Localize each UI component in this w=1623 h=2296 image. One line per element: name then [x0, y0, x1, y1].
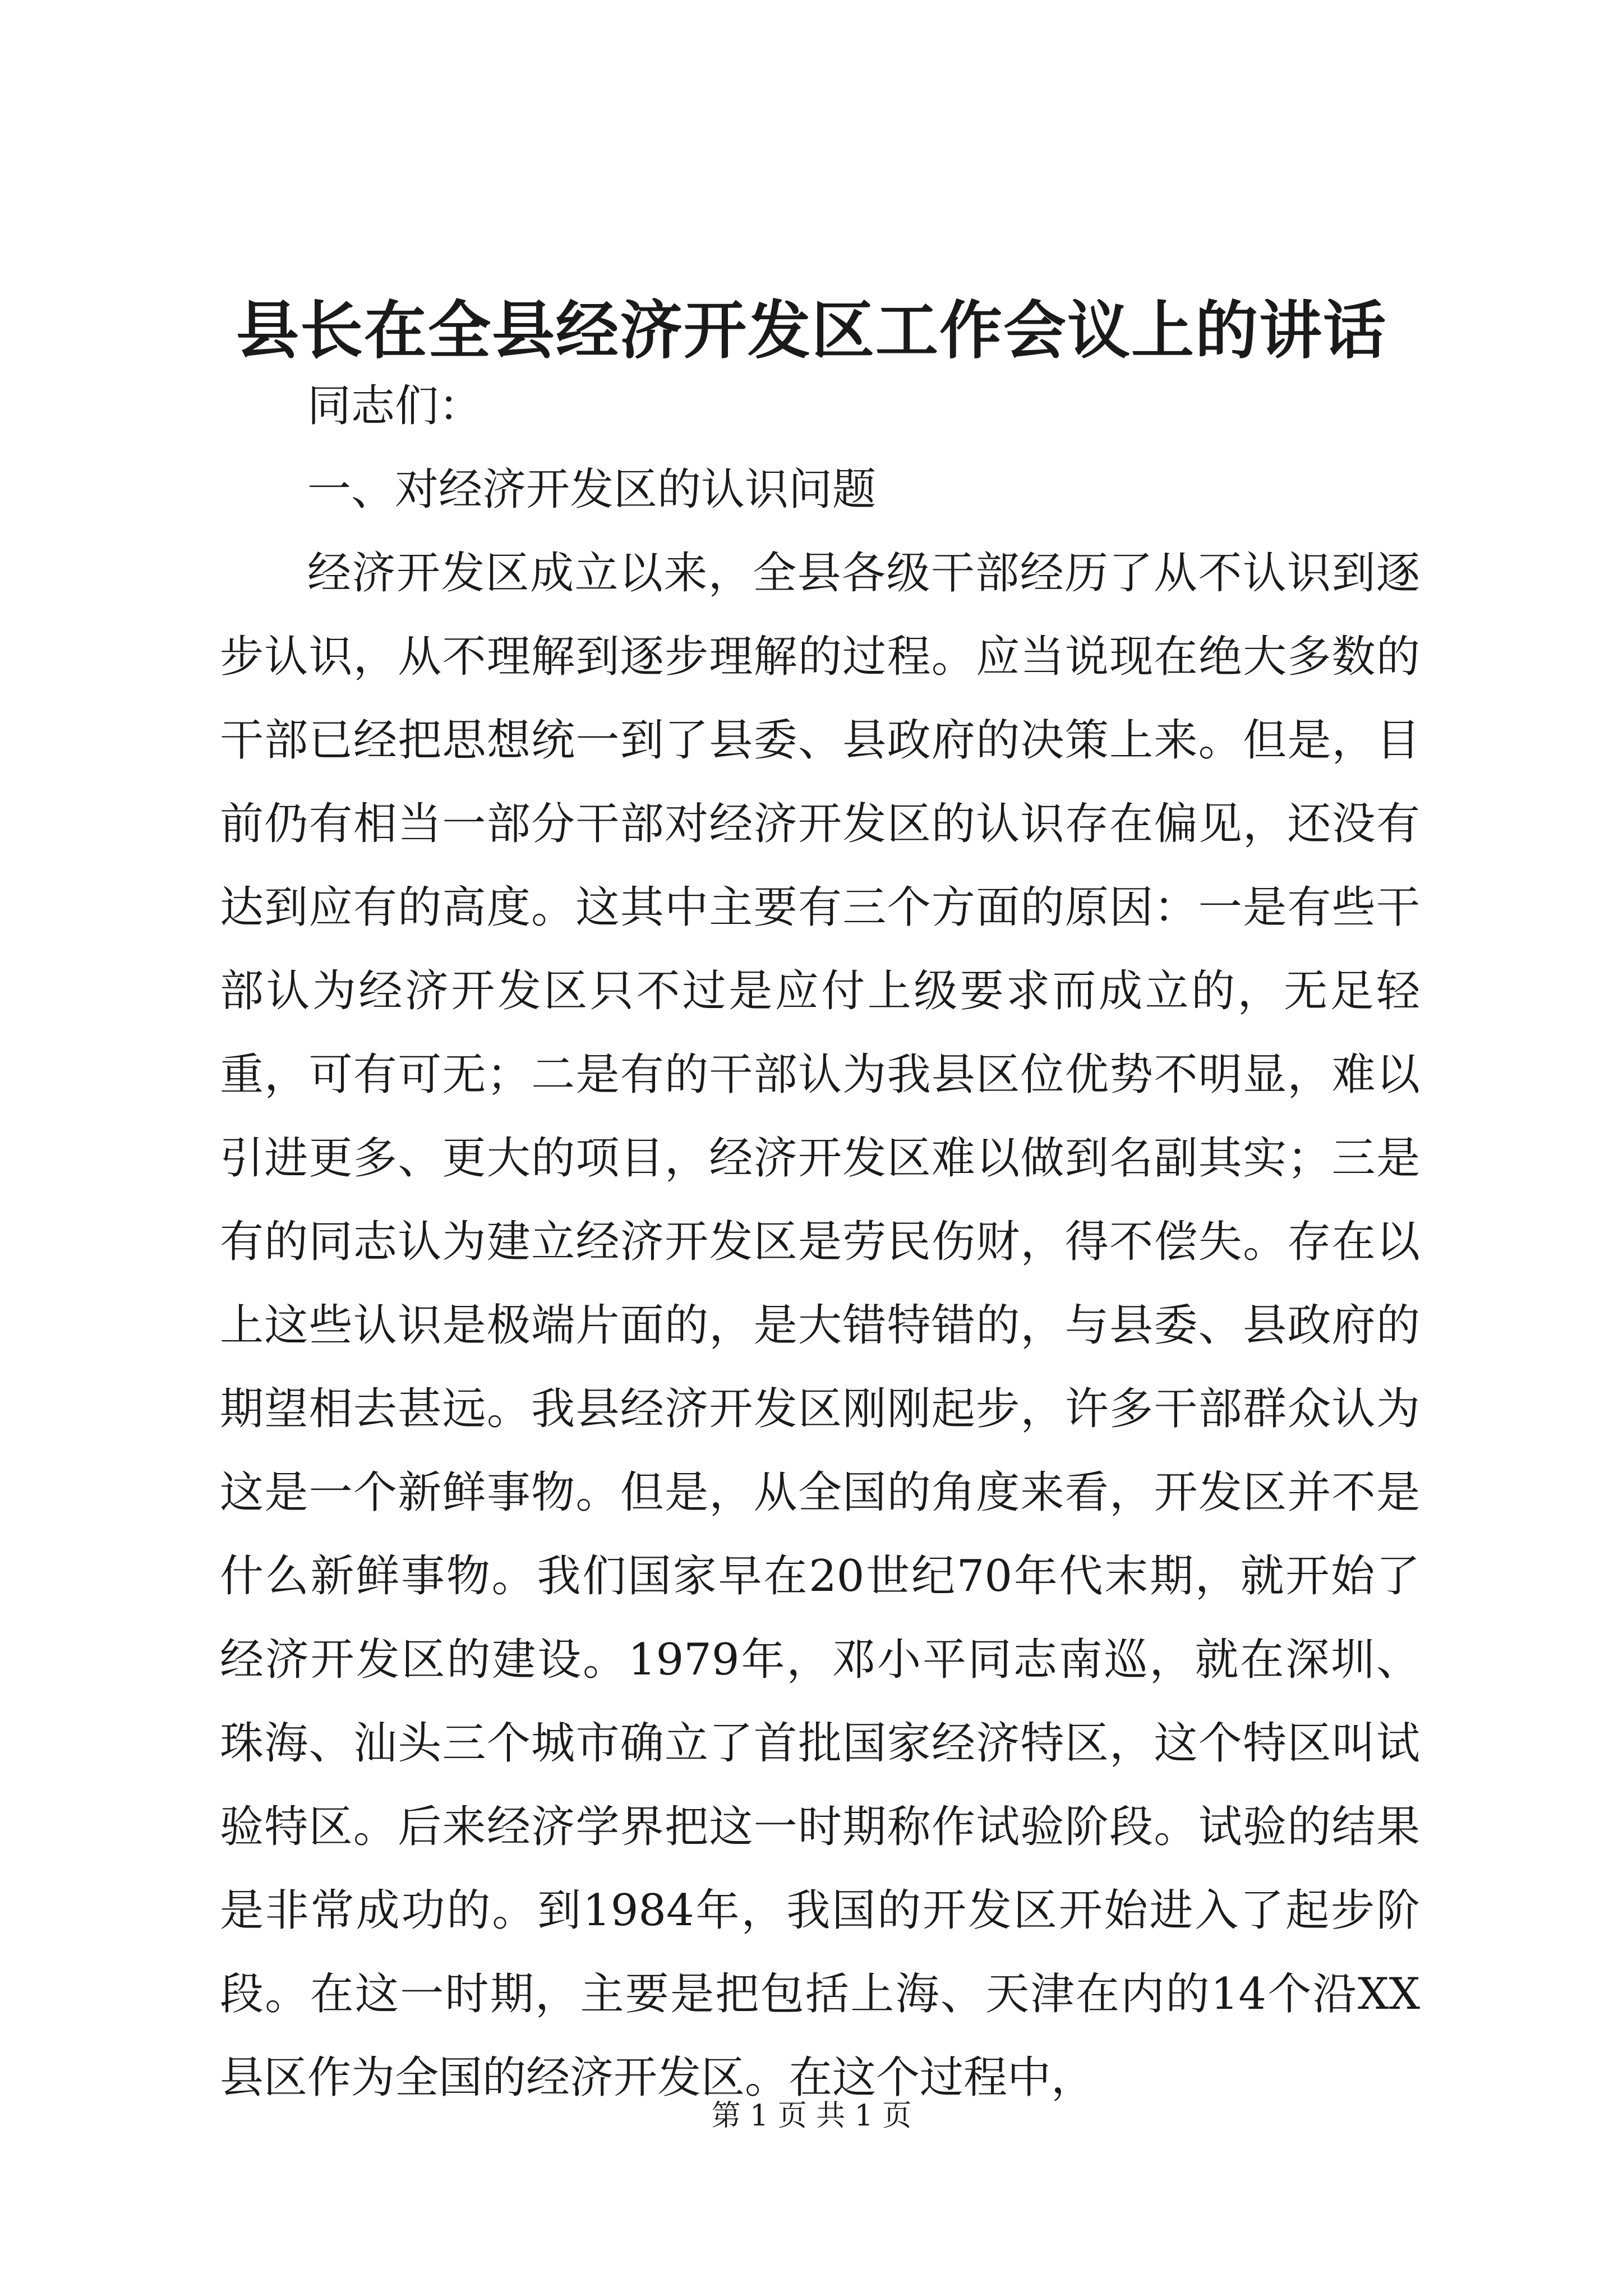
- document-title: 县长在全县经济开发区工作会议上的讲话: [236, 294, 1387, 367]
- section-heading: 一、对经济开发区的认识问题: [307, 464, 877, 515]
- greeting-paragraph: 同志们：: [307, 381, 483, 431]
- body-paragraph: 经济开发区成立以来，全县各级干部经历了从不认识到逐步认识，从不理解到逐步理解的过程。应当说现在绝大多数的干部已经把思想统一到了县委、县政府的决策上来。但是，目前仍有相当一部分干部对经济开发区的认识存在偏见，还没有达到应有的高度。这其中主要有三个方面的原因：一是有些干部认为经济开发区只不过是应付上级要求而成立的，无足轻重，可有可无；二是有的干部认为我县区位优势不明显，难以引进更多、更大的项目，经济开发区难以做到名副其实；三是有的同志认为建立经济开发区是劳民伤财，得不偿失。存在以上这些认识是极端片面的，是大错特错的，与县委、县政府的期望相去甚远。我县经济开发区刚刚起步，许多干部群众认为这是一个新鲜事物。但是，从全国的角度来看，开发区并不是什么新鲜事物。我们国家早在20世纪70年代末期，就开始了经济开发区的建设。1979年，邓小平同志南巡，就在深圳、珠海、汕头三个城市确立了首批国家经济特区，这个特区叫试验特区。后来经济学界把这一时期称作试验阶段。试验的结果是非常成功的。到1984年，我国的开发区开始进入了起步阶段。在这一时期，主要是把包括上海、天津在内的14个沿XX县区作为全国的经济开发区。在这个过程中，: [220, 548, 1420, 2103]
- document-body: [220, 365, 1420, 2120]
- page-footer: 第 1 页 共 1 页: [711, 2099, 912, 2133]
